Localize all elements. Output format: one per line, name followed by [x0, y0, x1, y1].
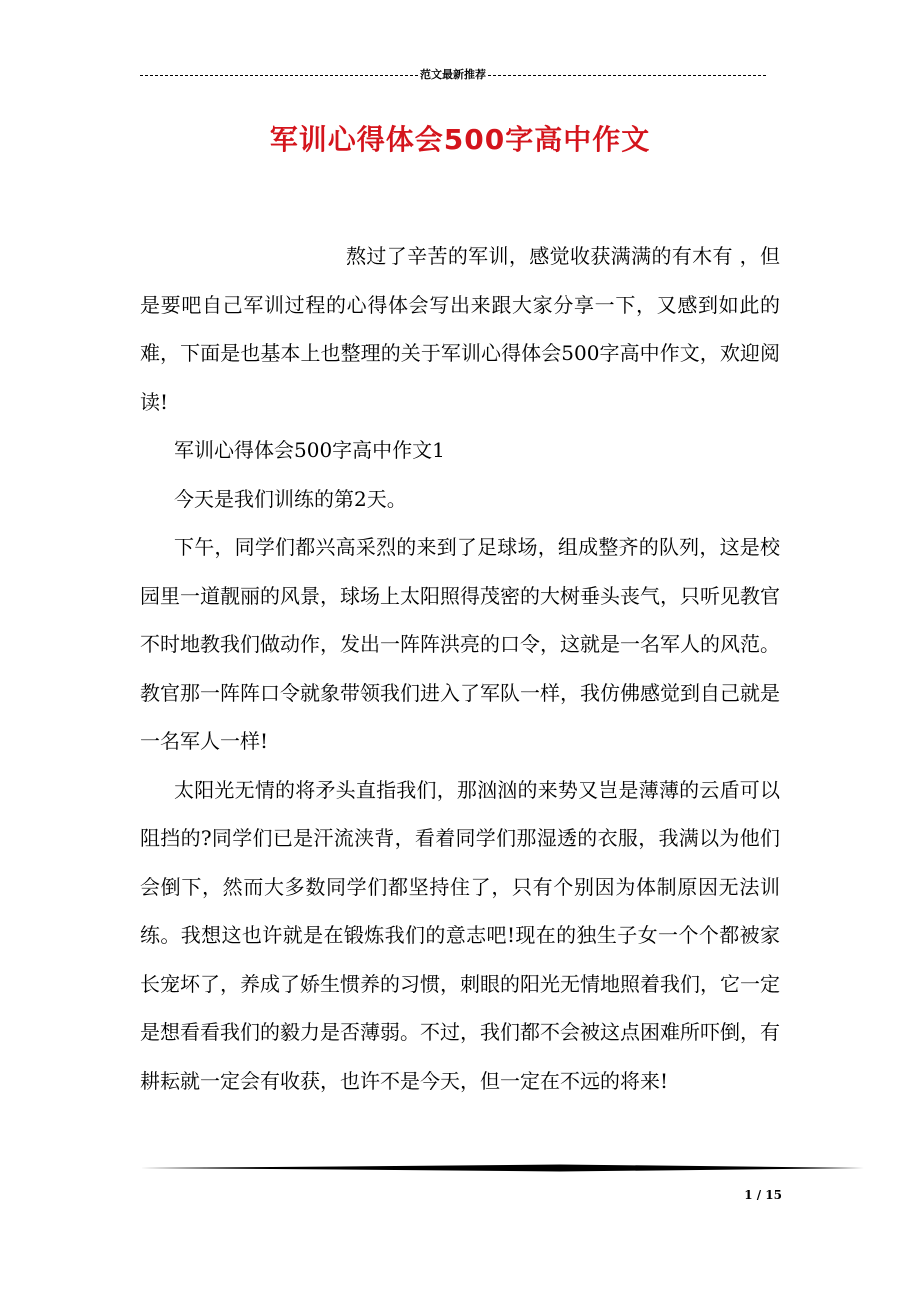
document-body	[140, 232, 780, 1105]
header-dashes-left	[140, 75, 418, 76]
body-paragraph: 太阳光无情的将矛头直指我们，那汹汹的来势又岂是薄薄的云盾可以阻挡的?同学们已是汗流浃背，看着同学们那湿透的衣服，我满以为他们会倒下，然而大多数同学们都坚持住了，只有个别因为体制原因无法训练。我想这也许就是在锻炼我们的意志吧!现在的独生子女一个个都被家长宠坏了，养成了娇生惯养的习惯，刺眼的阳光无情地照着我们，它一定是想看看我们的毅力是否薄弱。不过，我们都不会被这点困难所吓倒，有耕耘就一定会有收获，也许不是今天，但一定在不远的将来!	[140, 777, 780, 1093]
footer-rule	[140, 1164, 864, 1172]
header-label: 范文最新推荐	[420, 68, 486, 81]
body-paragraph: 下午，同学们都兴高采烈的来到了足球场，组成整齐的队列，这是校园里一道靓丽的风景，球场上太阳照得茂密的大树垂头丧气，只听见教官不时地教我们做动作，发出一阵阵洪亮的口令，这就是一名军人的风范。教官那一阵阵口令就象带领我们进入了军队一样，我仿佛感觉到自己就是一名军人一样!	[140, 535, 780, 753]
section-heading: 军训心得体会500字高中作文1	[174, 438, 445, 462]
document-title: 军训心得体会500字高中作文	[269, 123, 651, 156]
intro-paragraph: 熬过了辛苦的军训，感觉收获满满的有木有 ，但是要吧自己军训过程的心得体会写出来跟大家分享一下，又感到如此的难，下面是也基本上也整理的关于军训心得体会500字高中作文，欢迎阅读!	[140, 244, 780, 414]
header-dashes-right	[488, 75, 766, 76]
page-number: 1 / 15	[744, 1188, 782, 1202]
body-paragraph: 今天是我们训练的第2天。	[174, 486, 407, 511]
page-header	[140, 66, 766, 84]
